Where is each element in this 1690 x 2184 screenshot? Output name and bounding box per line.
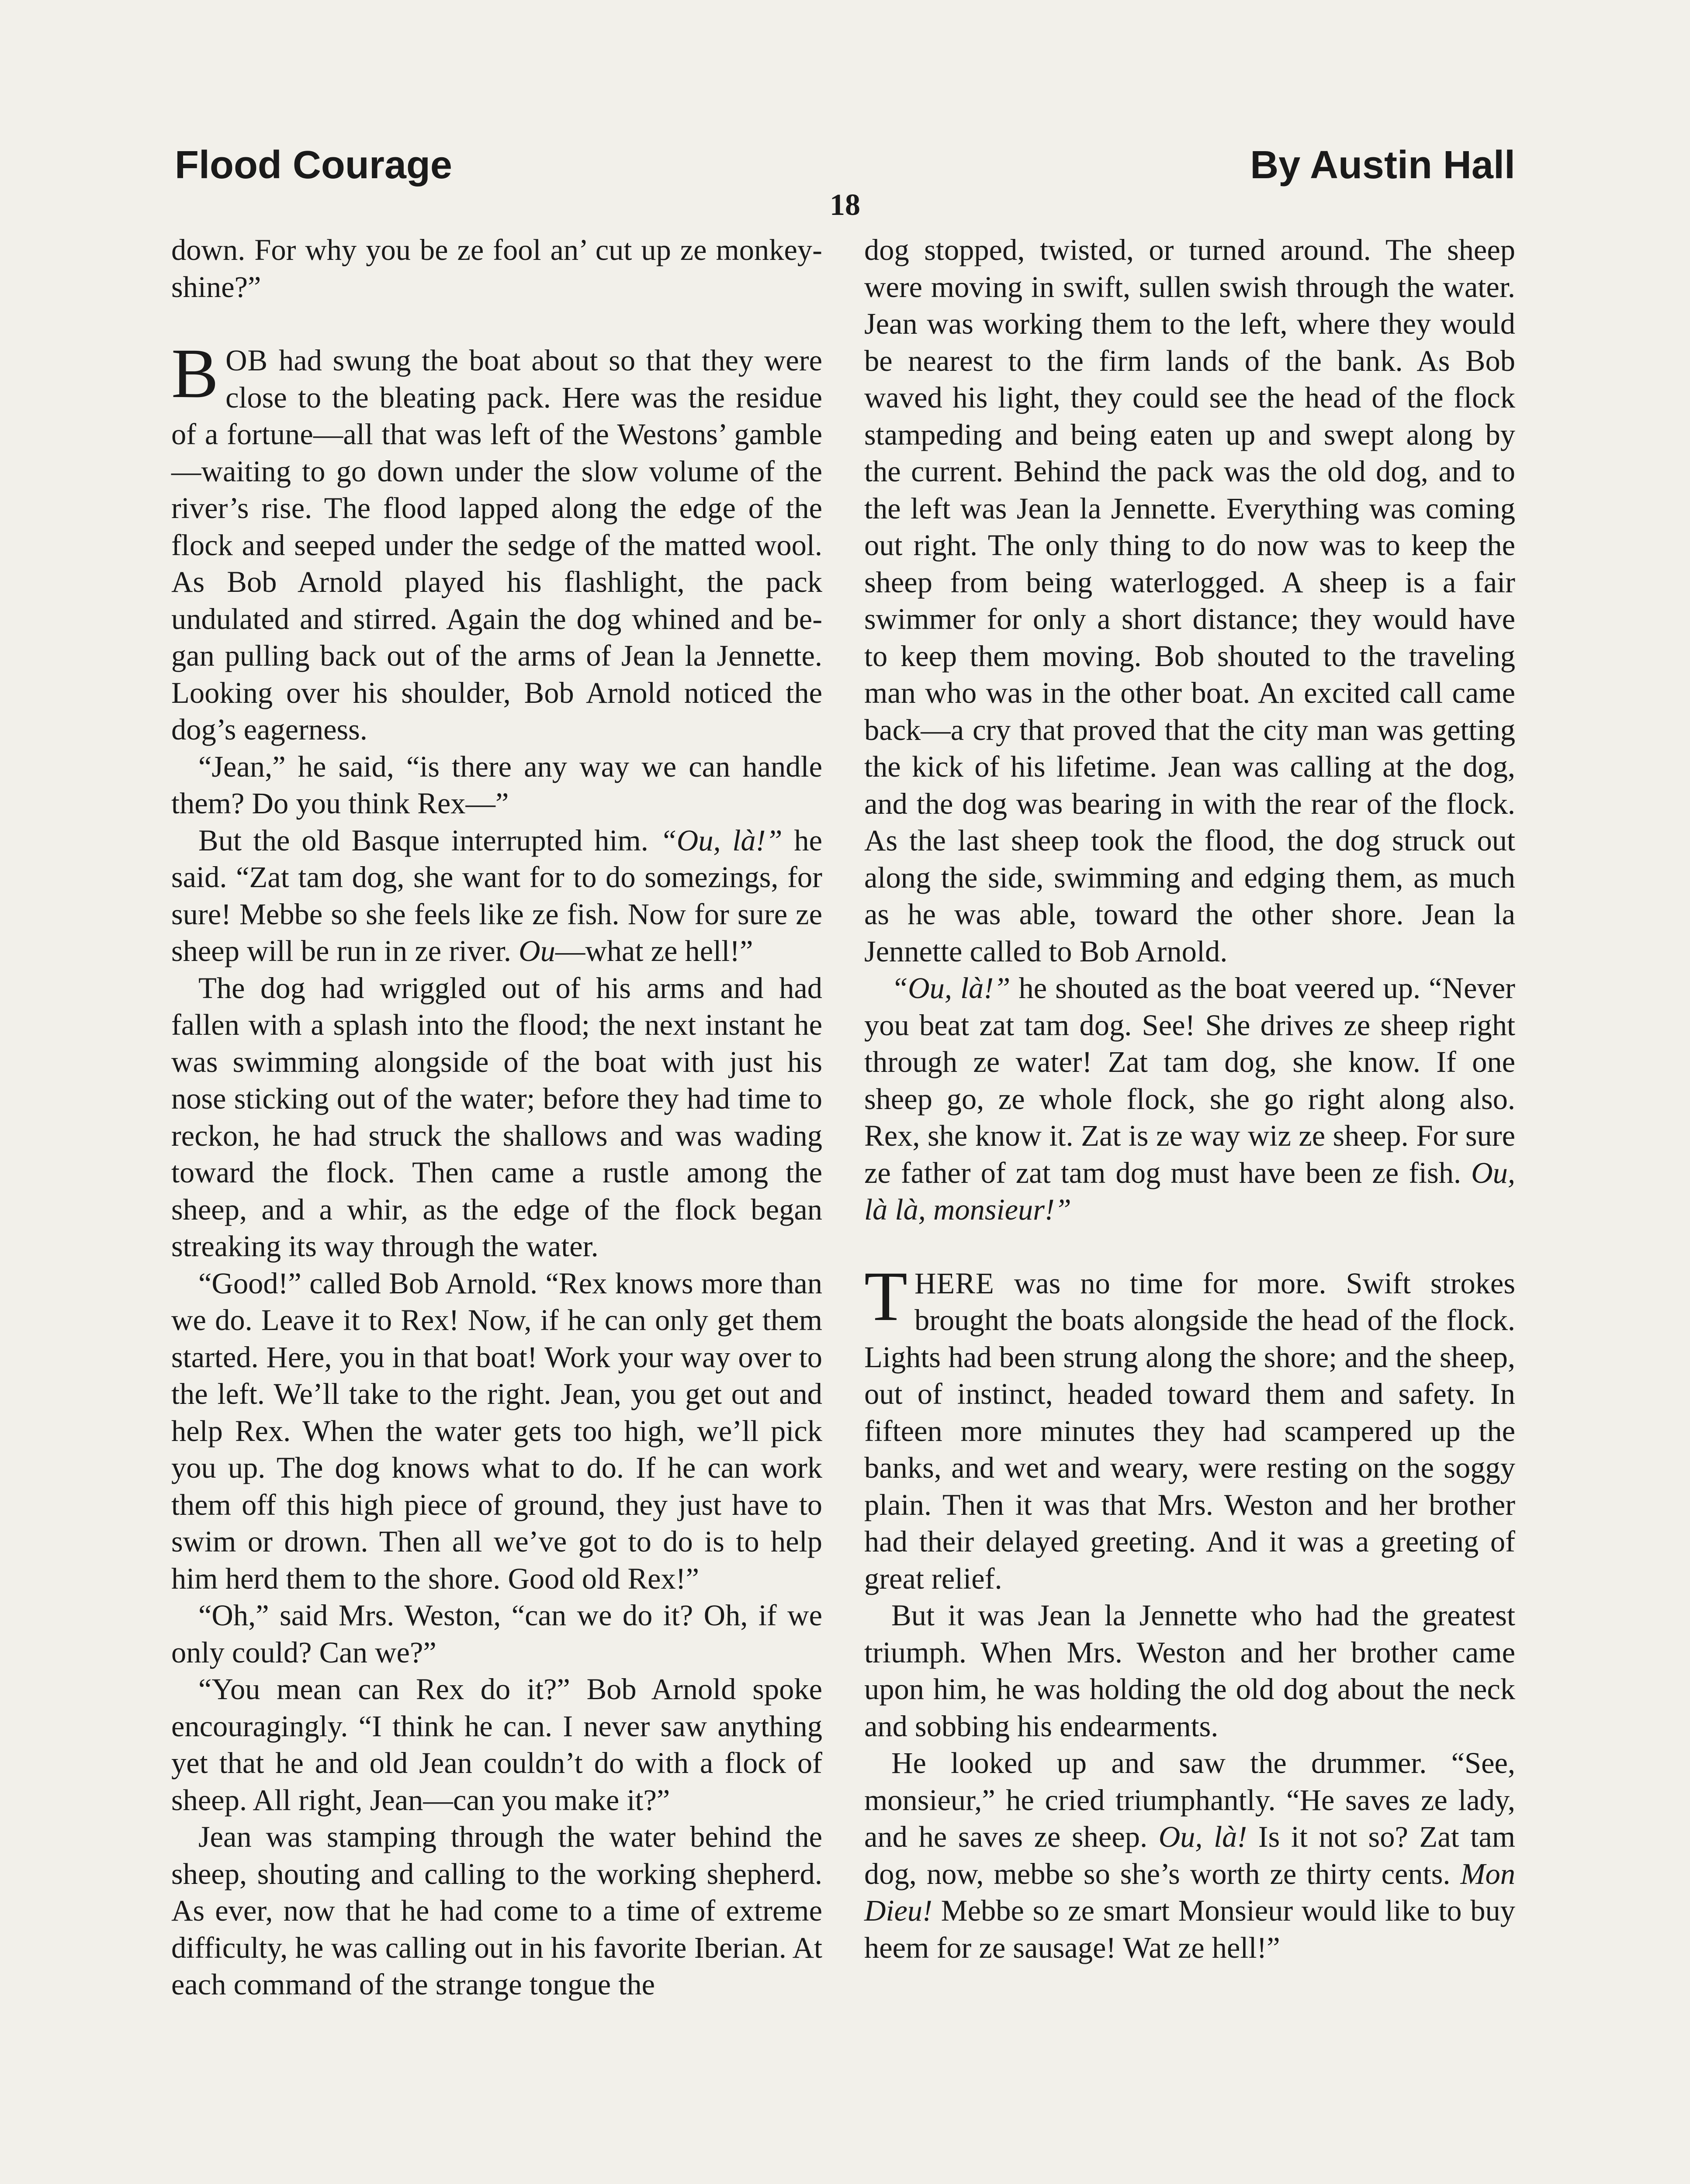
italic-text: Ou, là! xyxy=(1158,1820,1247,1853)
paragraph-text: he shouted as the boat veered up. “Never you beat zat tam dog. See! She drives ze sheep right through ze water! Zat tam dog, she know. If one sheep go, ze whole flock, she go right along also. Rex, she know it. Zat is ze way wiz ze sheep. For sure ze father of zat tam dog must have been ze fish. xyxy=(864,971,1515,1189)
paragraph-text: —what ze hell!” xyxy=(555,934,753,968)
paragraph: “You mean can Rex do it?” Bob Arnold spoke encouragingly. “I think he can. I never saw anything yet that he and old Jean couldn’t do with a flock of sheep. All right, Jean—can you make it?” xyxy=(171,1673,822,1817)
page-number: 18 xyxy=(830,188,860,222)
small-caps-lead: HERE xyxy=(914,1266,994,1300)
paragraph-text: he said. “Zat tam dog, she want for to do somezings, for sure! Mebbe so she feels like ze fish. Now for sure ze sheep will be run in ze river. xyxy=(171,823,822,968)
italic-text: “Ou, là!” xyxy=(660,823,783,857)
paragraph: But it was Jean la Jennette who had the greatest triumph. When Mrs. Weston and her brother came upon him, he was holding the old dog about the neck and sobbing his endearments. xyxy=(864,1599,1515,1743)
running-header xyxy=(175,139,1515,191)
italic-text: “Ou, là!” xyxy=(891,971,1011,1005)
paragraph-text: Is it not so? Zat tam dog, now, mebbe so she’s worth ze thirty cents. xyxy=(864,1820,1516,1890)
paragraph xyxy=(171,822,822,970)
paragraph-text: Mebbe so ze smart Monsieur would like to buy heem for ze sausage! Wat ze hell!” xyxy=(864,1894,1515,1964)
drop-cap: T xyxy=(864,1257,907,1336)
paragraph: “Jean,” he said, “is there any way we can handle them? Do you think Rex—” xyxy=(171,750,822,820)
section-opening-paragraph xyxy=(864,1257,1515,1597)
paragraph-text: was no time for more. Swift strokes brought the boats alongside the head of the flock. Lights had been strung along the shore; and the sheep, out of instinct, headed toward them and safety. In fifteen more minutes they had scampered up the banks, and wet and weary, were resting on the soggy plain. Then it was that Mrs. Weston and her brother had their delayed greeting. And it was a greeting of great relief. xyxy=(864,1266,1515,1595)
paragraph xyxy=(864,970,1515,1228)
small-caps-lead: OB xyxy=(225,344,268,377)
paragraph: dog stopped, twisted, or turned around. The sheep were moving in swift, sullen swish through the water. Jean was working them to the left, where they would be nearest to the firm lands of the bank. As Bob waved his light, they could see the head of the flock stampeding and being eaten up and swept along by the current. Behind the pack was the old dog, and to the left was Jean la Jennette. Everything was coming out right. The only thing to do now was to keep the sheep from being waterlogged. A sheep is a fair swimmer for only a short distance; they would have to keep them moving. Bob shouted to the traveling man who was in the other boat. An excited call came back—a cry that proved that the city man was getting the kick of his lifetime. Jean was calling at the dog, and the dog was bearing in with the rear of the flock. As the last sheep took the flood, the dog struck out along the side, swimming and edging them, as much as he was able, toward the other shore. Jean la Jennette called to Bob Arnold. xyxy=(864,233,1515,968)
story-title: Flood Courage xyxy=(175,143,452,187)
paragraph: Jean was stamping through the water behind the sheep, shouting and calling to the working shepherd. As ever, now that he had come to a time of extreme difficulty, he was calling out in his favorite Iberian. At each command of the strange tongue the xyxy=(171,1820,822,2001)
paragraph-text: He looked up and saw the drummer. “See, monsieur,” he cried triumphantly. “He saves ze lady, and he saves ze sheep. xyxy=(864,1746,1515,1853)
paragraph-text: had swung the boat about so that they were close to the bleating pack. Here was the residue of a fortune—all that was left of the Westons’ gamble—waiting to go down under the slow volume of the river’s rise. The flood lapped along the edge of the flock and seeped under the sedge of the matted wool. As Bob Arnold played his flashlight, the pack undulated and stirred. Again the dog whined and began pulling back out of the arms of Jean la Jennette. Looking over his shoulder, Bob Arnold noticed the dog’s eagerness. xyxy=(171,344,822,746)
paragraph xyxy=(864,1745,1515,1966)
paragraph: The dog had wriggled out of his arms and had fallen with a splash into the flood; the next instant he was swimming alongside of the boat with just his nose sticking out of the water; before they had time to reckon, he had struck the shallows and was wading toward the flock. Then came a rustle among the sheep, and a whir, as the edge of the flock began streaking its way through the water. xyxy=(171,971,822,1263)
paragraph: down. For why you be ze fool an’ cut up ze monkey-shine?” xyxy=(171,233,822,304)
story-author: By Austin Hall xyxy=(1250,143,1515,187)
right-column xyxy=(864,232,1515,1966)
italic-text: Ou xyxy=(519,934,555,968)
paragraph: “Good!” called Bob Arnold. “Rex knows more than we do. Leave it to Rex! Now, if he can only get them started. Here, you in that boat! Work your way over to the left. We’ll take to the right. Jean, you get out and help Rex. When the water gets too high, we’ll pick you up. The dog knows what to do. If he can work them off this high piece of ground, they just have to swim or drown. Then all we’ve got to do is to help him herd them to the shore. Good old Rex!” xyxy=(171,1266,822,1595)
italic-text: Mon Dieu! xyxy=(864,1857,1515,1927)
italic-text: Ou, là là, monsieur!” xyxy=(864,1156,1515,1226)
drop-cap: B xyxy=(171,335,219,413)
paragraph-text: But the old Basque interrupted him. xyxy=(198,823,660,857)
section-opening-paragraph xyxy=(171,335,822,748)
paragraph: “Oh,” said Mrs. Weston, “can we do it? Oh, if we only could? Can we?” xyxy=(171,1599,822,1669)
left-column xyxy=(171,232,822,2003)
